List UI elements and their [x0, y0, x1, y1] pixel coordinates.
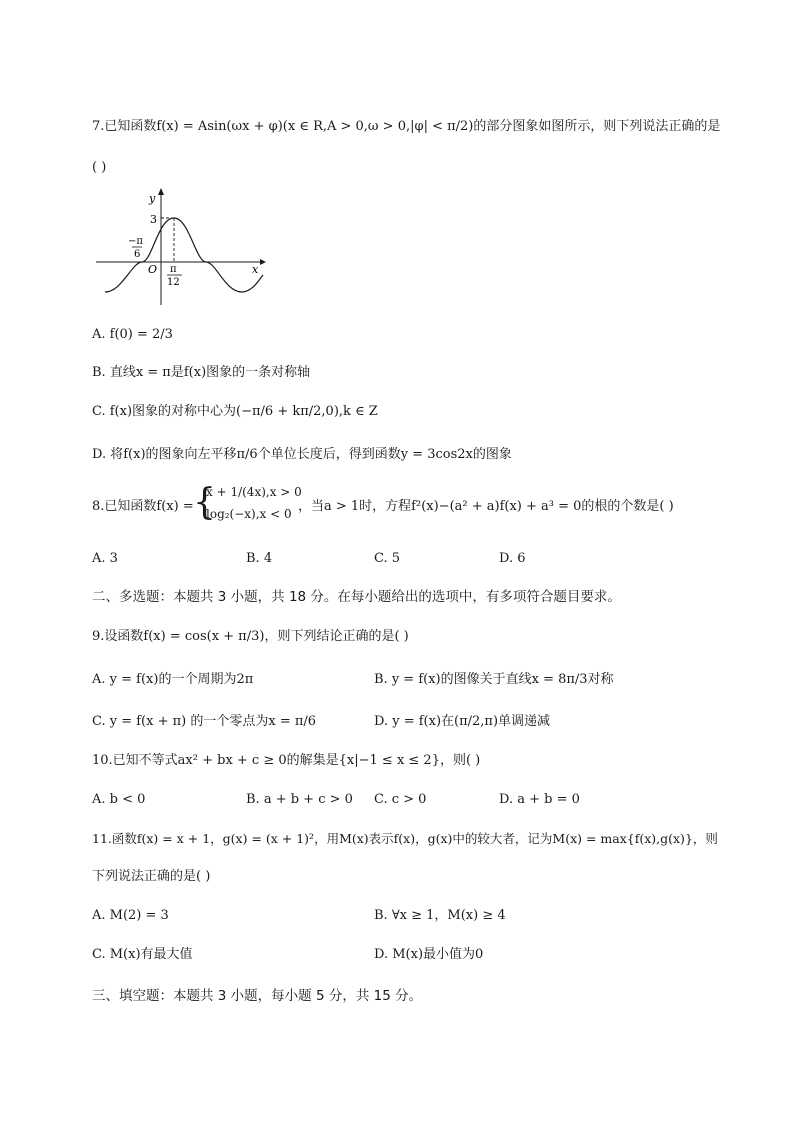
q9-option-a[interactable]: A. y = f(x)的一个周期为2π: [92, 672, 254, 687]
q7-graph: [92, 185, 272, 310]
pi-12-num: π: [170, 264, 177, 275]
q9-option-b[interactable]: B. y = f(x)的图像关于直线x = 8π/3对称: [374, 672, 614, 687]
q11-option-d[interactable]: D. M(x)最小值为0: [374, 947, 484, 962]
q8-option-b[interactable]: B. 4: [246, 551, 273, 566]
origin-label: O: [148, 263, 158, 276]
section-2-heading: 二、多选题：本题共 3 小题，共 18 分。在每小题给出的选项中，有多项符合题目要求。: [92, 589, 621, 605]
q11-stem-line-2: 下列说法正确的是( ): [92, 869, 211, 884]
pi-12-den: 12: [167, 277, 180, 288]
neg-pi-6-den: 6: [134, 249, 141, 260]
q8-prefix: 8.已知函数f(x) =: [92, 499, 194, 514]
section-3-heading: 三、填空题：本题共 3 小题，每小题 5 分，共 15 分。: [92, 988, 423, 1004]
q7-option-a[interactable]: A. f(0) = 2/3: [92, 327, 173, 342]
q10-option-a[interactable]: A. b < 0: [92, 792, 146, 807]
q9-stem: 9.设函数f(x) = cos(x + π/3)，则下列结论正确的是( ): [92, 629, 409, 644]
q9-option-d[interactable]: D. y = f(x)在(π/2,π)单调递减: [374, 714, 551, 729]
q8-option-d[interactable]: D. 6: [499, 551, 526, 566]
q7-stem: 7.已知函数f(x) = Asin(ωx + φ)(x ∈ R,A > 0,ω > 0,|φ| < π/2)的部分图象如图所示，则下列说法正确的是: [92, 119, 721, 134]
q7-option-b[interactable]: B. 直线x = π是f(x)图象的一条对称轴: [92, 365, 311, 380]
y-axis-label: y: [149, 192, 156, 205]
q8-piece-2: log₂(−x),x < 0: [206, 507, 292, 521]
q8-option-c[interactable]: C. 5: [374, 551, 401, 566]
q11-stem-line-1: 11.函数f(x) = x + 1，g(x) = (x + 1)²，用M(x)表示f(x)，g(x)中的较大者，记为M(x) = max{f(x),g(x)}，则: [92, 831, 718, 846]
q7-option-d[interactable]: D. 将f(x)的图象向左平移π/6个单位长度后，得到函数y = 3cos2x的图象: [92, 447, 512, 462]
q8-suffix: ，当a > 1时，方程f²(x)−(a² + a)f(x) + a³ = 0的根的个数是( ): [298, 499, 674, 514]
q7-option-c[interactable]: C. f(x)图象的对称中心为(−π/6 + kπ/2,0),k ∈ Z: [92, 404, 378, 419]
q8-brace: {: [193, 482, 216, 523]
q8-piece-1: x + 1/(4x),x > 0: [206, 485, 302, 499]
q11-option-b[interactable]: B. ∀x ≥ 1，M(x) ≥ 4: [374, 908, 506, 923]
peak-label: 3: [150, 213, 157, 226]
y-axis-arrow: [158, 188, 164, 195]
x-axis-label: x: [252, 263, 259, 276]
sine-curve: [105, 218, 263, 292]
q10-option-c[interactable]: C. c > 0: [374, 792, 427, 807]
q11-option-a[interactable]: A. M(2) = 3: [92, 908, 169, 923]
q10-option-b[interactable]: B. a + b + c > 0: [246, 792, 353, 807]
q11-option-c[interactable]: C. M(x)有最大值: [92, 947, 193, 962]
q7-paren: ( ): [92, 160, 107, 175]
q8-option-a[interactable]: A. 3: [92, 551, 118, 566]
q9-option-c[interactable]: C. y = f(x + π) 的一个零点为x = π/6: [92, 714, 317, 729]
neg-pi-6-num: −π: [128, 236, 143, 247]
q10-stem: 10.已知不等式ax² + bx + c ≥ 0的解集是{x|−1 ≤ x ≤ 2}，则( ): [92, 753, 481, 768]
q10-option-d[interactable]: D. a + b = 0: [499, 792, 580, 807]
x-axis-arrow: [260, 259, 266, 265]
